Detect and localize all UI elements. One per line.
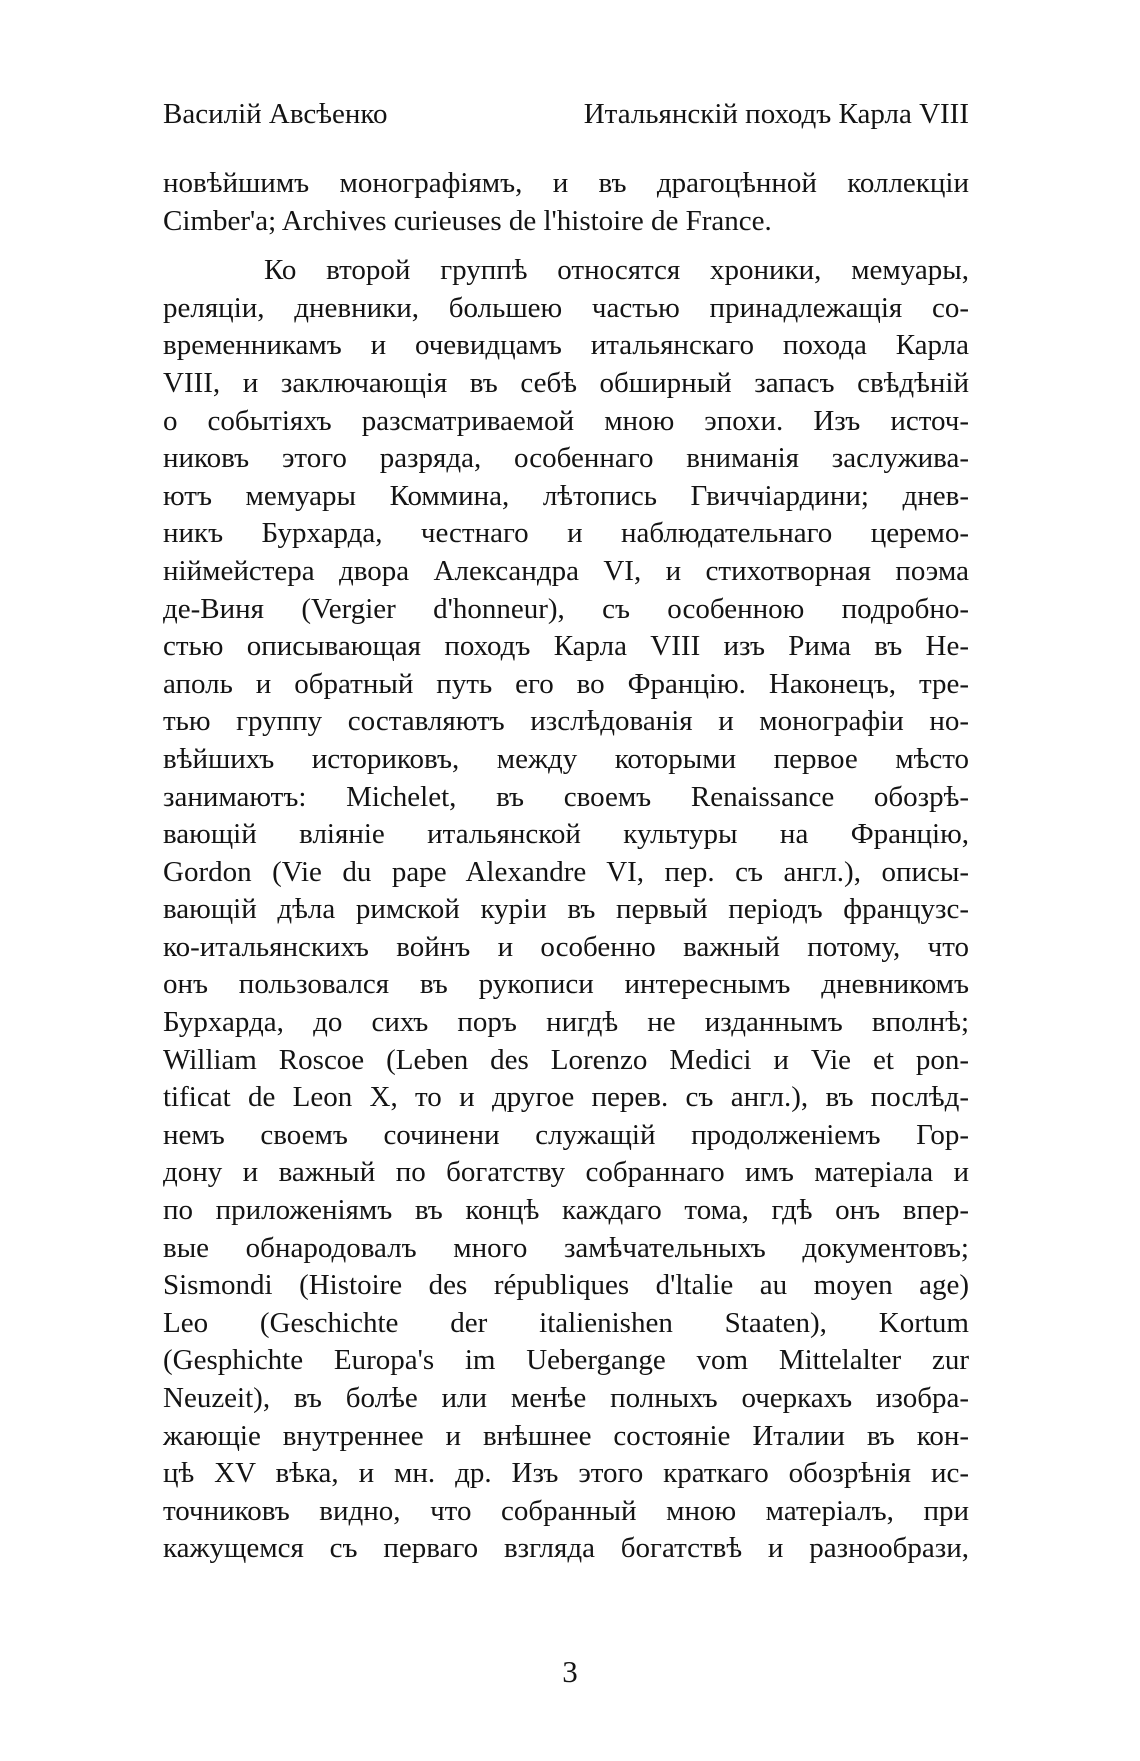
text-line: William Roscoe (Leben des Lorenzo Medici и Vie et pon- [163,1043,969,1076]
text-line: цѣ XV вѣка, и мн. др. Изъ этого краткаго обозрѣнія ис- [163,1457,969,1490]
page-content [163,96,969,1568]
text-line: тью группу составляютъ изслѣдованія и монографіи но- [163,705,969,738]
text-line: аполь и обратный путь его во Францію. Наконецъ, тре- [163,667,969,700]
text-line: занимаютъ: Michelet, въ своемъ Renaissance обозрѣ- [163,780,969,813]
text-line: стью описывающая походъ Карла VIII изъ Рима въ Не- [163,630,969,663]
text-line: Sismondi (Histoire des républiques d'ltalie au moyen age) [163,1269,969,1302]
text-line: Бурхарда, до сихъ поръ нигдѣ не изданнымъ вполнѣ; [163,1006,969,1039]
text-line: кажущемся съ перваго взгляда богатствѣ и разнообрази, [163,1532,969,1565]
text-line: вающій дѣла римской куріи въ первый періодъ французс- [163,893,969,926]
running-head [163,96,969,132]
page-number: 3 [562,1654,578,1689]
paragraph [163,252,969,1568]
text-line: дону и важный по богатству собраннаго имъ матеріала и [163,1156,969,1189]
text-line: ко-итальянскихъ войнъ и особенно важный потому, что [163,930,969,963]
text-line: по приложеніямъ въ концѣ каждаго тома, гдѣ онъ впер- [163,1194,969,1227]
body-text [163,165,969,1568]
header-title: Итальянскій походъ Карла VIII [583,98,969,130]
text-line: Neuzeit), въ болѣе или менѣе полныхъ очеркахъ изобра- [163,1382,969,1414]
paragraph-gap [163,240,969,252]
text-line: VIII, и заключающія въ себѣ обширный запасъ свѣдѣній [163,366,969,399]
text-line: ютъ мемуары Коммина, лѣтопись Гвиччіардини; днев- [163,479,969,512]
text-line: Cimber'a; Archives curieuses de l'histoire de France. [163,204,772,237]
text-line: вѣйшихъ историковъ, между которыми первое мѣсто [163,742,969,775]
text-line: реляціи, дневники, большею частью принадлежащія со- [163,291,969,324]
text-line: временникамъ и очевидцамъ итальянскаго похода Карла [163,329,969,362]
text-line: де-Виня (Vergier d'honneur), съ особенною подробно- [163,592,969,625]
text-line: жающіе внутреннее и внѣшнее состояніе Италии въ кон- [163,1419,969,1452]
text-line: Leo (Geschichte der italienishen Staaten), Kortum [163,1306,969,1339]
text-line: немъ своемъ сочинени служащій продолженіемъ Гор- [163,1118,969,1151]
header-author: Василій Авсѣенко [163,98,388,130]
paragraph [163,165,969,240]
text-line: онъ пользовался въ рукописи интереснымъ дневникомъ [163,968,969,1001]
text-line: о событіяхъ разсматриваемой мною эпохи. Изъ источ- [163,404,969,437]
text-line: никъ Бурхарда, честнаго и наблюдательнаго церемо- [163,517,969,550]
text-line: tificat de Leon X, то и другое перев. съ англ.), въ послѣд- [163,1081,969,1114]
text-line: (Gesphichte Europa's im Uebergange vom Mittelalter zur [163,1344,969,1377]
text-line: новѣйшимъ монографіямъ, и въ драгоцѣнной коллекціи [163,167,969,199]
text-line: точниковъ видно, что собранный мною матеріалъ, при [163,1494,969,1527]
text-line: ніймейстера двора Александра VI, и стихотворная поэма [163,554,969,587]
text-line: вые обнародовалъ много замѣчательныхъ документовъ; [163,1231,969,1264]
text-line: Gordon (Vie du pape Alexandre VI, пер. съ англ.), описы- [163,855,969,888]
text-line: вающій вліяніе итальянской культуры на Францію, [163,818,969,851]
text-line: никовъ этого разряда, особеннаго вниманія заслужива- [163,442,969,475]
text-line: Ко второй группѣ относятся хроники, мемуары, [264,254,969,287]
